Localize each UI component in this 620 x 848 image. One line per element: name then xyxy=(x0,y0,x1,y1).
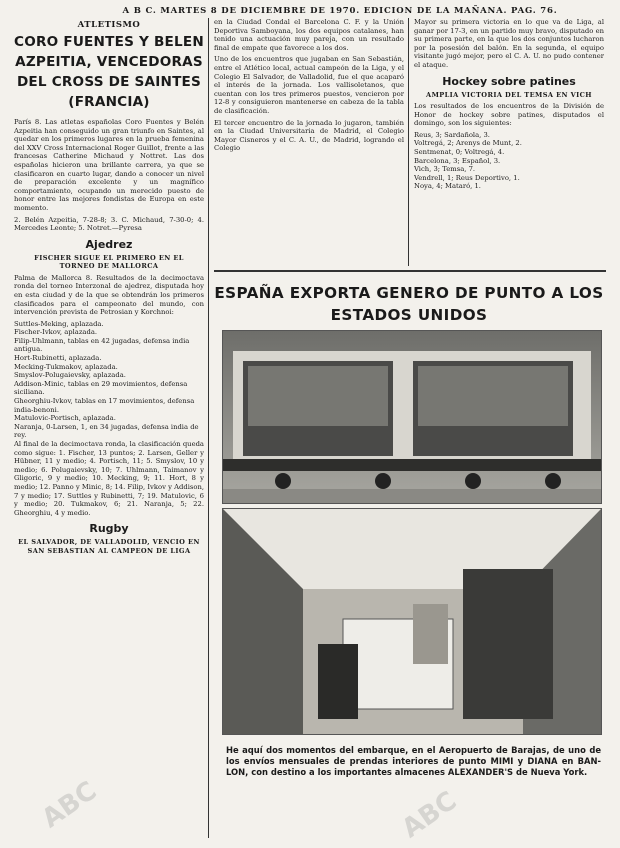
rugby-body: Uno de los encuentros que jugaban en San Sebastián, entre el Atlético local, actual campeón de la Liga, y el Colegio El Salvador, de Valladolid, fue el que acaparó el interés de la jornada. Los vallisoletanos, que cuentan con los tres primeros puestos, vencieron por 12-8 y consiguieron mantenerse en cabeza de la tabla de clasificación. xyxy=(214,55,404,115)
watermark: ABC xyxy=(396,785,463,845)
photo-caption: He aquí dos momentos del embarque, en el Aeropuerto de Barajas, de uno de los envíos mensuales de prendas interiores de punto MIMI y DIANA en BAN-LON, con destino a los importantes almacenes ALEXANDER'S de Nueva York. xyxy=(226,745,601,777)
page-header: A B C. MARTES 8 DE DICIEMBRE DE 1970. EDICION DE LA MAÑANA. PAG. 76. xyxy=(122,6,558,16)
chess-game: Hort-Rubinetti, aplazada. xyxy=(14,354,102,363)
section-athletics: ATLETISMO xyxy=(77,20,141,30)
column-3 xyxy=(414,18,604,273)
chess-subhead: FISCHER SIGUE EL PRIMERO EN EL TORNEO DE MALLORCA xyxy=(34,253,184,271)
athletics-body: París 8. Las atletas españolas Coro Fuentes y Belén Azpeitia han conseguido un gran triunfo en Saintes, al quedar en los primeros lugares en la prueba femenina del XXV Cross Internacional Roger Guillot, frente a las francesas Catherine Michaud y Nottret. Las dos españolas hicieron una brillante carrera, ya que se clasificaron en cuarto lugar, dando a conocer un nivel de preparación excelente y un magnífico comportamiento, ocupando un merecido puesto de honor entre las mejores fondistas de Europa en este momento. xyxy=(14,118,204,212)
athletics-results: 2. Belén Azpeitia, 7-28-8; 3. C. Michaud, 7-30-0; 4. Mercedes Leonte; 5. Notret.—Pyresa xyxy=(14,215,204,233)
column-1 xyxy=(14,18,204,848)
rugby-subhead: EL SALVADOR, DE VALLADOLID, VENCIO EN SAN SEBASTIAN AL CAMPEON DE LIGA xyxy=(18,538,200,555)
feature-top-rule xyxy=(214,270,606,272)
chess-standings: Al final de la decimoctava ronda, la clasificación queda como sigue: 1. Fischer, 13 puntos; 2. Larsen, Geller y Hübner, 11 y medio; 4. Portisch, 11; 5. Smyslov, 10 y medio; 6. Polugaievsky, 10; 7. Uhlmann, Taimanov y Gligoric, 9 y medio; 10. Mecking, 9; 11. Hort, 8 y medio; 12. Panno y Minic, 8; 14. Filip, Ivkov y Addison, 7 y medio; 17. Suttles y Rubinetti, 7; 19. Matulovic, 6 y medio; 20. Tukmakov, 6; 21. Naranja, 5; 22. Gheorghiu, 4 y medio. xyxy=(14,440,204,517)
hockey-title: Hockey sobre patines xyxy=(442,74,576,88)
chess-game: Gheorghiu-Ivkov, tablas en 17 movimientos, defensa india-benoni. xyxy=(14,397,195,414)
chess-game: Naranja, 0-Larsen, 1, en 34 jugadas, defensa india de rey. xyxy=(14,422,199,440)
chess-games-list xyxy=(14,320,204,440)
hockey-result: Vich, 3; Temsa, 7. xyxy=(414,165,476,174)
rugby-body-continued: Mayor su primera victoria en lo que va de Liga, al ganar por 17-3, en un partido muy bravo, disputado en su primera parte, en la que los dos conjuntos lucharon por la posesión del balón. En la segunda, el equipo visitante jugó mejor, pero el C. A. U. no pudo contener el ataque. xyxy=(414,18,604,69)
chess-game: Suttles-Meking, aplazada. xyxy=(14,319,104,328)
hockey-results-list xyxy=(414,131,604,191)
photo-cargo-plane xyxy=(222,330,602,504)
hockey-subhead: AMPLIA VICTORIA DEL TEMSA EN VICH xyxy=(426,90,592,99)
photo-loading-interior xyxy=(222,508,602,735)
hockey-result: Voltregá, 2; Arenys de Munt, 2. xyxy=(414,139,522,148)
chess-game: Filip-Uhlmann, tablas en 42 jugadas, defensa india antigua. xyxy=(14,336,190,354)
rugby-continued: en la Ciudad Condal el Barcelona C. F. y la Unión Deportiva Samboyana, los dos equipos catalanes, han tenido una actuación muy pareja, con un resultado final de empate que favorece a los dos. xyxy=(214,18,404,52)
hockey-result: Noya, 4; Mataró, 1. xyxy=(414,182,481,191)
chess-game: Matulovic-Portisch, aplazada. xyxy=(14,414,116,423)
chess-title: Ajedrez xyxy=(85,237,133,251)
hockey-result: Reus, 3; Sardañola, 3. xyxy=(414,130,490,139)
watermark: ABC xyxy=(36,775,103,835)
column-divider xyxy=(208,18,209,838)
chess-game: Fischer-Ivkov, aplazada. xyxy=(14,328,98,337)
chess-game: Mecking-Tukmakov, aplazada. xyxy=(14,362,118,371)
athletics-headline: CORO FUENTES Y BELEN AZPEITIA, VENCEDORAS DEL CROSS DE SAINTES (FRANCIA) xyxy=(14,34,204,110)
hockey-result: Barcelona, 3; Español, 3. xyxy=(414,156,501,165)
rugby-title: Rugby xyxy=(89,522,129,536)
chess-body: Palma de Mallorca 8. Resultados de la decimoctava ronda del torneo Interzonal de ajedrez, disputada hoy en esta ciudad y de la que se obtendrán los primeros clasificados para el campeonato del mundo, con intervención prevista de Petrosian y Korchnoi: xyxy=(14,273,204,317)
hockey-result: Sentmenat, 0; Voltregá, 4. xyxy=(414,148,505,157)
chess-game: Addison-Minic, tablas en 29 movimientos, defensa siciliana. xyxy=(14,379,188,397)
hockey-body: Los resultados de los encuentros de la División de Honor de hockey sobre patines, disputados el domingo, son los siguientes: xyxy=(414,102,604,128)
hockey-result: Vendrell, 1; Reus Deportivo, 1. xyxy=(414,173,520,182)
column-divider xyxy=(408,18,409,266)
column-2 xyxy=(214,18,404,273)
rugby-body-end: El tercer encuentro de la jornada lo jugaron, también en la Ciudad Universitaria de Madrid, el Colegio Mayor Cisneros y el C. A. U., de Madrid, logrando el Colegio xyxy=(214,118,404,153)
feature-title: ESPAÑA EXPORTA GENERO DE PUNTO A LOS ESTADOS UNIDOS xyxy=(214,284,604,324)
chess-game: Smyslov-Polugaievsky, aplazada. xyxy=(14,371,126,380)
